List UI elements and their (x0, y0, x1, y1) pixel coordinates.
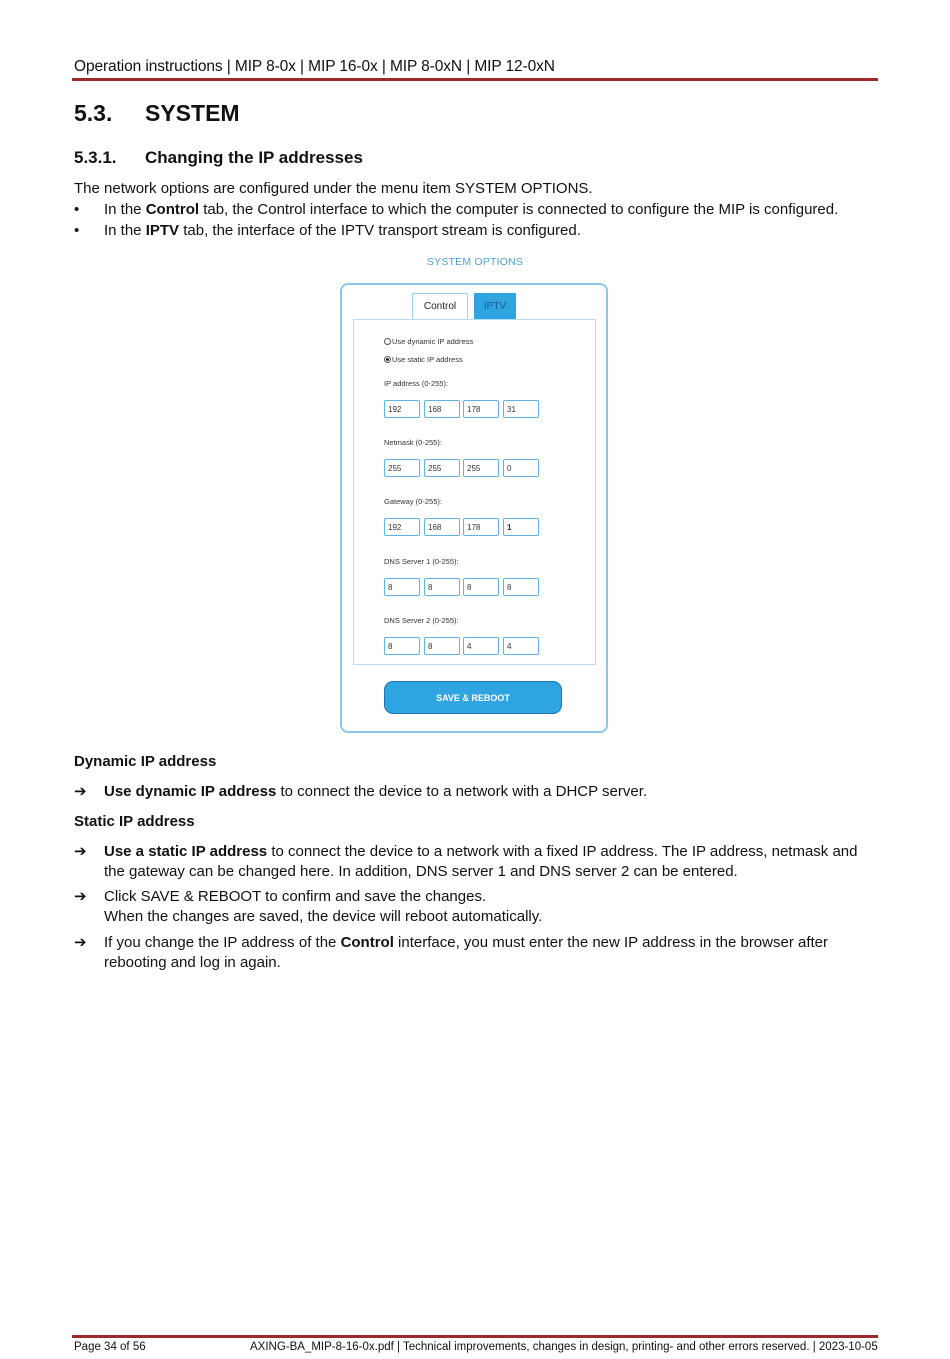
gateway-octet-2[interactable]: 168 (424, 518, 460, 536)
dynamic-ip-heading: Dynamic IP address (74, 753, 217, 770)
dns1-label: DNS Server 1 (0-255): (384, 557, 459, 566)
dns2-octet-2[interactable]: 8 (424, 637, 460, 655)
radio-unchecked-icon (384, 338, 391, 345)
dns1-octet-2[interactable]: 8 (424, 578, 460, 596)
network-form (353, 319, 596, 665)
ip-address-octet-1[interactable]: 192 (384, 400, 420, 418)
system-options-title: SYSTEM OPTIONS (426, 256, 524, 268)
subsection-title: Changing the IP addresses (145, 148, 363, 167)
radio-static-ip[interactable]: Use static IP address (384, 355, 463, 364)
static-ip-heading: Static IP address (74, 813, 195, 830)
netmask-label: Netmask (0-255): (384, 438, 442, 447)
dns2-octet-4[interactable]: 4 (503, 637, 539, 655)
bullet-dot-icon: • (74, 222, 80, 239)
netmask-octet-4[interactable]: 0 (503, 459, 539, 477)
footer-rule (72, 1335, 878, 1338)
ip-address-octet-2[interactable]: 168 (424, 400, 460, 418)
dns1-octet-1[interactable]: 8 (384, 578, 420, 596)
ip-address-octet-3[interactable]: 178 (463, 400, 499, 418)
dns1-octet-4[interactable]: 8 (503, 578, 539, 596)
section-number: 5.3. (74, 100, 113, 126)
subsection-number: 5.3.1. (74, 148, 117, 167)
gateway-octet-3[interactable]: 178 (463, 518, 499, 536)
save-reboot-button[interactable]: SAVE & REBOOT (384, 681, 562, 714)
gateway-octet-4[interactable]: 1 (503, 518, 539, 536)
dns2-octet-3[interactable]: 4 (463, 637, 499, 655)
gateway-label: Gateway (0-255): (384, 497, 442, 506)
netmask-octet-1[interactable]: 255 (384, 459, 420, 477)
page-number: Page 34 of 56 (74, 1341, 146, 1353)
arrow-right-icon: ➔ (74, 934, 87, 951)
page-header-title: Operation instructions | MIP 8-0x | MIP 16-0x | MIP 8-0xN | MIP 12-0xN (74, 58, 555, 75)
dns1-octet-3[interactable]: 8 (463, 578, 499, 596)
header-rule (72, 78, 878, 81)
arrow-right-icon: ➔ (74, 783, 87, 800)
ip-address-octet-4[interactable]: 31 (503, 400, 539, 418)
bullet-dot-icon: • (74, 201, 80, 218)
intro-paragraph: The network options are configured under the menu item SYSTEM OPTIONS. (74, 180, 593, 197)
ip-address-label: IP address (0-255): (384, 379, 449, 388)
tab-control[interactable]: Control (412, 293, 468, 319)
tab-iptv[interactable]: IPTV (474, 293, 516, 319)
arrow-right-icon: ➔ (74, 888, 87, 905)
radio-checked-icon (384, 356, 391, 363)
footer-note: AXING-BA_MIP-8-16-0x.pdf | Technical improvements, changes in design, printing- and other errors reserved. | 2023-10-05 (250, 1341, 878, 1353)
arrow-right-icon: ➔ (74, 843, 87, 860)
dns2-label: DNS Server 2 (0-255): (384, 616, 459, 625)
dns2-octet-1[interactable]: 8 (384, 637, 420, 655)
section-title: SYSTEM (145, 100, 240, 126)
netmask-octet-2[interactable]: 255 (424, 459, 460, 477)
netmask-octet-3[interactable]: 255 (463, 459, 499, 477)
radio-dynamic-ip[interactable]: Use dynamic IP address (384, 337, 473, 346)
gateway-octet-1[interactable]: 192 (384, 518, 420, 536)
